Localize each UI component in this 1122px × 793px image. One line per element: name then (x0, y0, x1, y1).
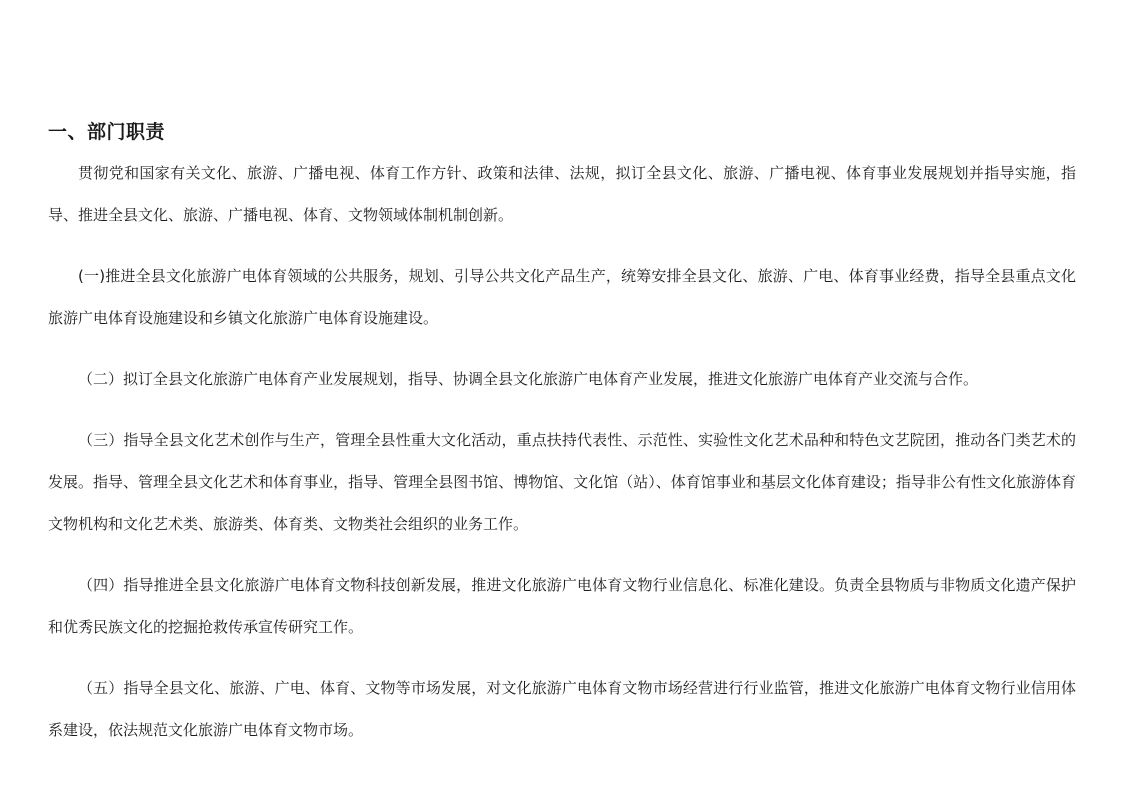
paragraph-item-3: （三）指导全县文化艺术创作与生产，管理全县性重大文化活动，重点扶持代表性、示范性、实验性文化艺术品种和特色文艺院团，推动各门类艺术的发展。指导、管理全县文化艺术和体育事业，指导、管理全县图书馆、博物馆、文化馆（站）、体育馆事业和基层文化体育建设；指导非公有性文化旅游体育文物机构和文化艺术类、旅游类、体育类、文物类社会组织的业务工作。 (48, 431, 1076, 533)
paragraph-item-5: （五）指导全县文化、旅游、广电、体育、文物等市场发展，对文化旅游广电体育文物市场经营进行行业监管，推进文化旅游广电体育文物行业信用体系建设，依法规范文化旅游广电体育文物市场。 (48, 679, 1076, 739)
paragraph-intro: 贯彻党和国家有关文化、旅游、广播电视、体育工作方针、政策和法律、法规，拟订全县文化、旅游、广播电视、体育事业发展规划并指导实施，指导、推进全县文化、旅游、广播电视、体育、文物领域体制机制创新。 (48, 164, 1076, 224)
paragraph-item-2: （二）拟订全县文化旅游广电体育产业发展规划，指导、协调全县文化旅游广电体育产业发展，推进文化旅游广电体育产业交流与合作。 (78, 370, 979, 388)
paragraph-item-1: (一)推进全县文化旅游广电体育领域的公共服务，规划、引导公共文化产品生产，统筹安排全县文化、旅游、广电、体育事业经费，指导全县重点文化旅游广电体育设施建设和乡镇文化旅游广电体育设施建设。 (48, 267, 1076, 327)
document-body (48, 152, 1076, 751)
section-heading: 一、部门职责 (48, 121, 166, 143)
paragraph-item-4: （四）指导推进全县文化旅游广电体育文物科技创新发展，推进文化旅游广电体育文物行业信息化、标准化建设。负责全县物质与非物质文化遗产保护和优秀民族文化的挖掘抢救传承宣传研究工作。 (48, 576, 1076, 636)
